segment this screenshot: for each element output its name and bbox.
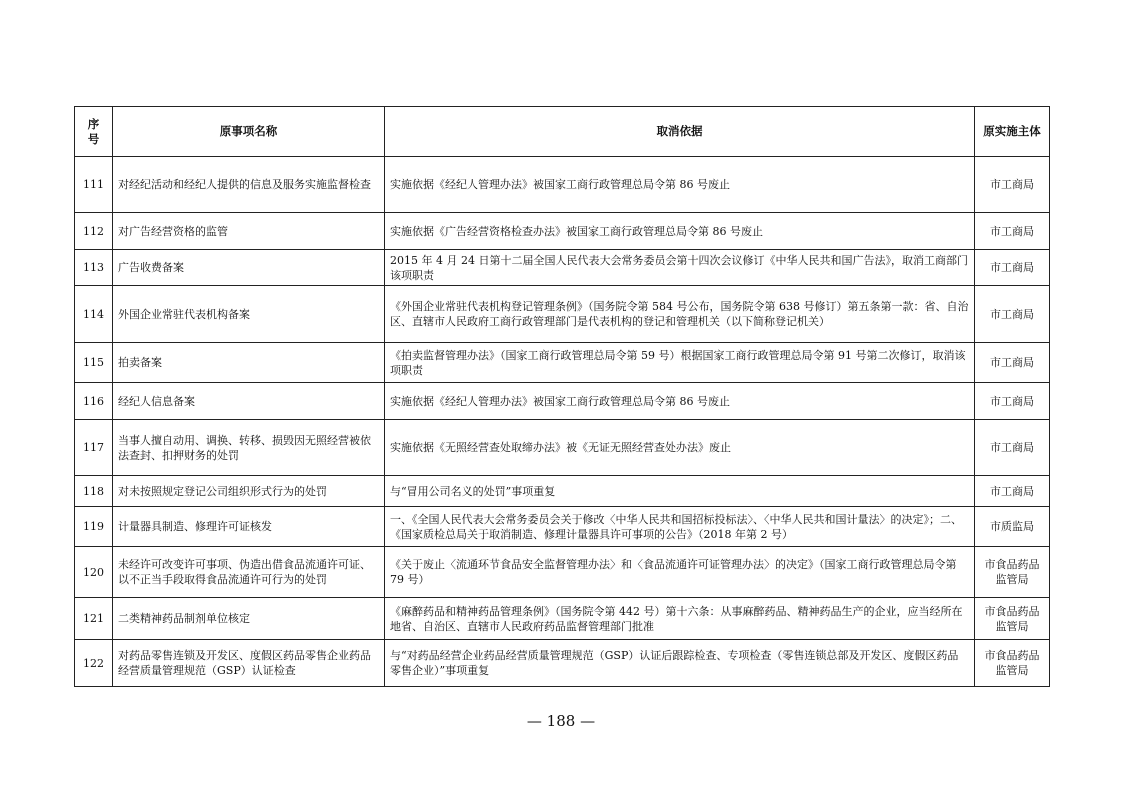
row-no: 116 xyxy=(75,383,113,420)
table-row xyxy=(75,507,1050,547)
row-name: 未经许可改变许可事项、伪造出借食品流通许可证、以不正当手段取得食品流通许可行为的处罚 xyxy=(113,547,385,598)
row-basis: 一、《全国人民代表大会常务委员会关于修改〈中华人民共和国招标投标法〉、〈中华人民共和国计量法〉的决定》；二、《国家质检总局关于取消制造、修理计量器具许可事项的公告》（2018 年第 2 号） xyxy=(385,507,975,547)
row-name: 计量器具制造、修理许可证核发 xyxy=(113,507,385,547)
row-basis: 《拍卖监督管理办法》（国家工商行政管理总局令第 59 号）根据国家工商行政管理总局令第 91 号第二次修订，取消该项职责 xyxy=(385,343,975,383)
table-row xyxy=(75,476,1050,507)
header-row xyxy=(75,107,1050,157)
row-basis: 《关于废止〈流通环节食品安全监督管理办法〉和〈食品流通许可证管理办法〉的决定》（国家工商行政管理总局令第 79 号） xyxy=(385,547,975,598)
row-basis: 与“对药品经营企业药品经营质量管理规范（GSP）认证后跟踪检查、专项检查（零售连锁总部及开发区、度假区药品零售企业）”事项重复 xyxy=(385,640,975,687)
table-row xyxy=(75,157,1050,213)
header-no: 序号 xyxy=(75,107,113,157)
row-no: 112 xyxy=(75,213,113,250)
row-no: 122 xyxy=(75,640,113,687)
row-entity: 市工商局 xyxy=(975,383,1050,420)
row-entity: 市工商局 xyxy=(975,213,1050,250)
table-row xyxy=(75,286,1050,343)
row-basis: 实施依据《广告经营资格检查办法》被国家工商行政管理总局令第 86 号废止 xyxy=(385,213,975,250)
row-entity: 市工商局 xyxy=(975,286,1050,343)
header-entity: 原实施主体 xyxy=(975,107,1050,157)
items-table xyxy=(74,106,1050,687)
row-no: 111 xyxy=(75,157,113,213)
row-entity: 市工商局 xyxy=(975,343,1050,383)
row-entity: 市食品药品监管局 xyxy=(975,640,1050,687)
header-name: 原事项名称 xyxy=(113,107,385,157)
table-row xyxy=(75,250,1050,286)
row-name: 外国企业常驻代表机构备案 xyxy=(113,286,385,343)
row-name: 经纪人信息备案 xyxy=(113,383,385,420)
row-name: 当事人擅自动用、调换、转移、损毁因无照经营被依法查封、扣押财务的处罚 xyxy=(113,420,385,476)
row-entity: 市食品药品监管局 xyxy=(975,598,1050,640)
page-number: — 188 — xyxy=(526,712,596,730)
row-name: 二类精神药品制剂单位核定 xyxy=(113,598,385,640)
row-basis: 实施依据《经纪人管理办法》被国家工商行政管理总局令第 86 号废止 xyxy=(385,383,975,420)
row-no: 113 xyxy=(75,250,113,286)
row-name: 广告收费备案 xyxy=(113,250,385,286)
row-basis: 《麻醉药品和精神药品管理条例》（国务院令第 442 号）第十六条：从事麻醉药品、精神药品生产的企业，应当经所在地省、自治区、直辖市人民政府药品监督管理部门批准 xyxy=(385,598,975,640)
row-entity: 市质监局 xyxy=(975,507,1050,547)
table-row xyxy=(75,383,1050,420)
table-row xyxy=(75,420,1050,476)
row-basis: 《外国企业常驻代表机构登记管理条例》（国务院令第 584 号公布，国务院令第 638 号修订）第五条第一款：省、自治区、直辖市人民政府工商行政管理部门是代表机构的登记和管理机关（以下简称登记机关） xyxy=(385,286,975,343)
table-row xyxy=(75,343,1050,383)
row-entity: 市工商局 xyxy=(975,157,1050,213)
row-name: 对未按照规定登记公司组织形式行为的处罚 xyxy=(113,476,385,507)
row-no: 117 xyxy=(75,420,113,476)
row-entity: 市工商局 xyxy=(975,250,1050,286)
row-no: 115 xyxy=(75,343,113,383)
row-name: 对药品零售连锁及开发区、度假区药品零售企业药品经营质量管理规范（GSP）认证检查 xyxy=(113,640,385,687)
table-row xyxy=(75,598,1050,640)
row-no: 120 xyxy=(75,547,113,598)
row-entity: 市食品药品监管局 xyxy=(975,547,1050,598)
row-no: 121 xyxy=(75,598,113,640)
row-entity: 市工商局 xyxy=(975,476,1050,507)
row-no: 119 xyxy=(75,507,113,547)
row-basis: 实施依据《无照经营查处取缔办法》被《无证无照经营查处办法》废止 xyxy=(385,420,975,476)
row-basis: 实施依据《经纪人管理办法》被国家工商行政管理总局令第 86 号废止 xyxy=(385,157,975,213)
table-row xyxy=(75,640,1050,687)
row-basis: 与“冒用公司名义的处罚”事项重复 xyxy=(385,476,975,507)
row-entity: 市工商局 xyxy=(975,420,1050,476)
table-row xyxy=(75,547,1050,598)
table-row xyxy=(75,213,1050,250)
row-name: 对经纪活动和经纪人提供的信息及服务实施监督检查 xyxy=(113,157,385,213)
row-no: 114 xyxy=(75,286,113,343)
row-no: 118 xyxy=(75,476,113,507)
row-basis: 2015 年 4 月 24 日第十二届全国人民代表大会常务委员会第十四次会议修订《中华人民共和国广告法》，取消工商部门该项职责 xyxy=(385,250,975,286)
row-name: 拍卖备案 xyxy=(113,343,385,383)
row-name: 对广告经营资格的监管 xyxy=(113,213,385,250)
header-basis: 取消依据 xyxy=(385,107,975,157)
